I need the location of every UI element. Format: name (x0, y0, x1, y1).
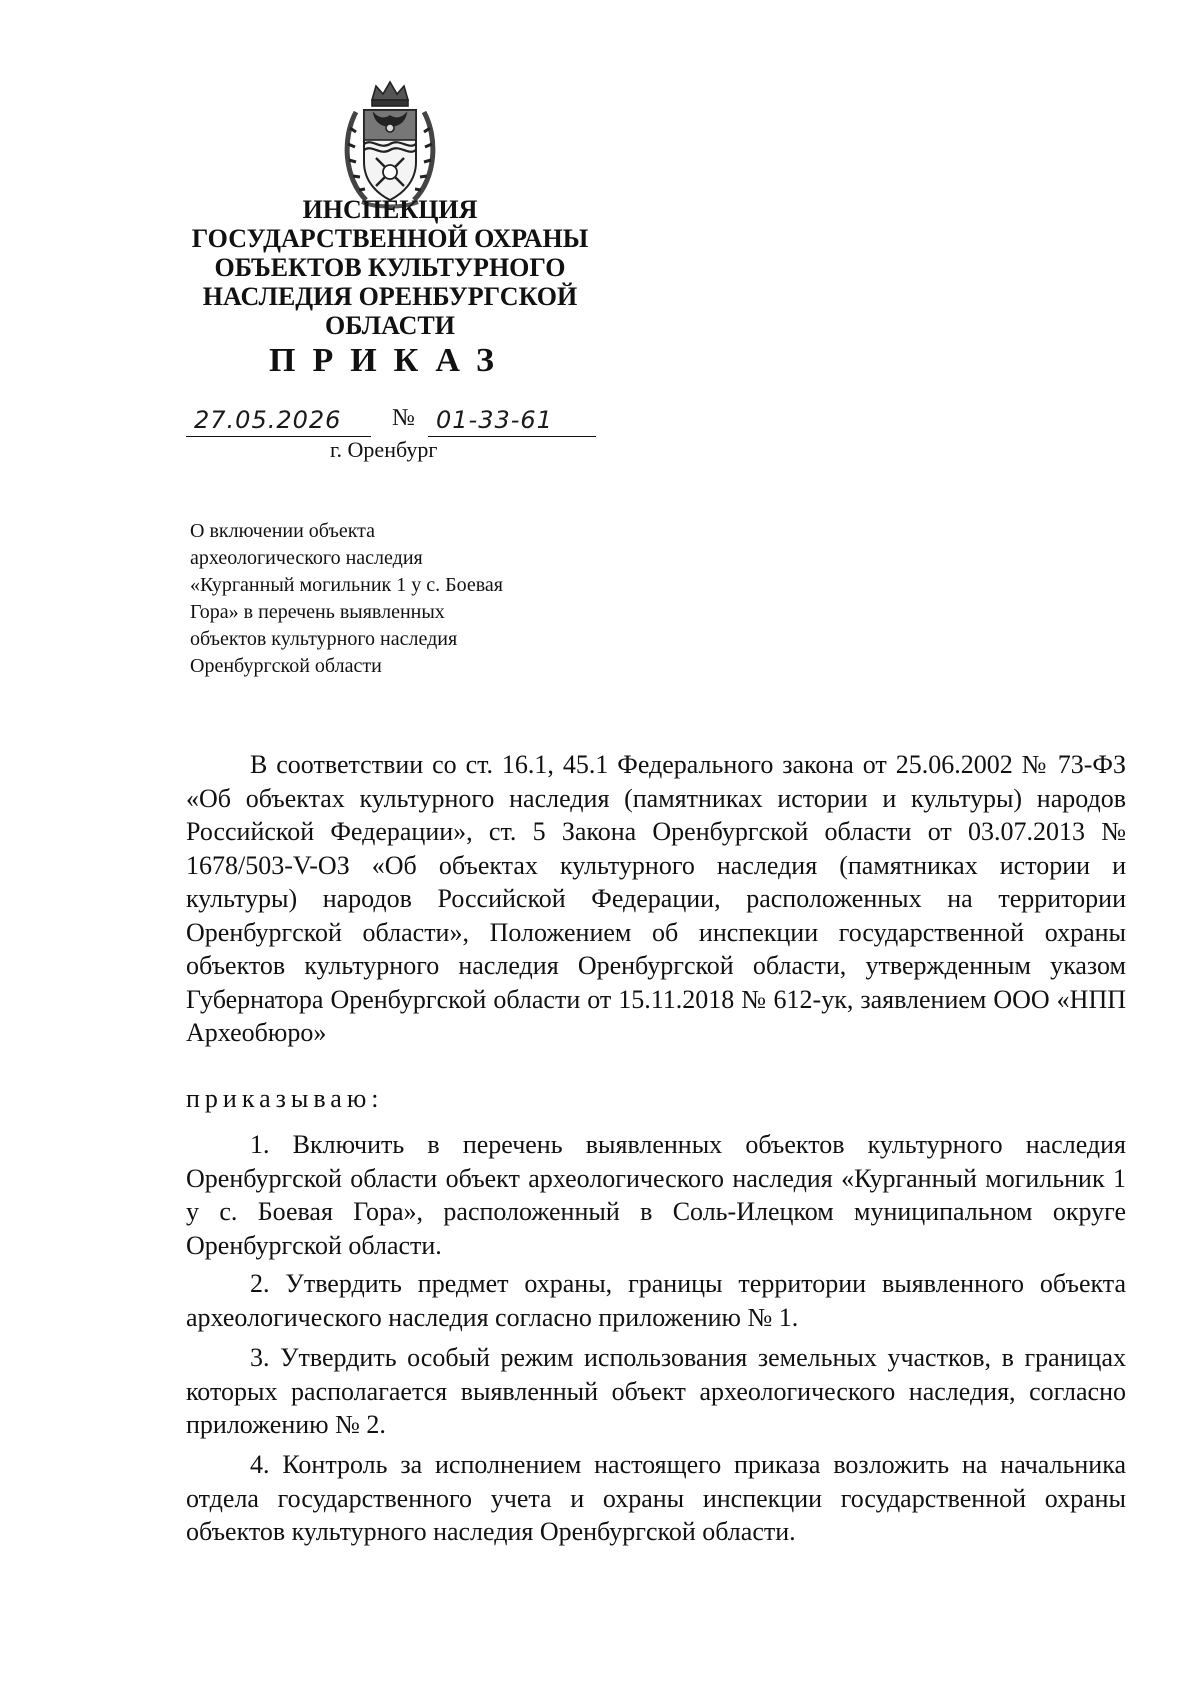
subject-line: объектов культурного наследия (190, 628, 458, 650)
subject-line: Оренбургской области (190, 655, 382, 677)
handwritten-date: 27.05.2026 (194, 406, 342, 434)
org-line: ИНСПЕКЦИЯ (302, 195, 478, 224)
order-subject (190, 518, 610, 680)
subject-line: Гора» в перечень выявленных (190, 601, 445, 623)
org-line: ОБЪЕКТОВ КУЛЬТУРНОГО (214, 253, 566, 282)
order-item-2: 2. Утвердить предмет охраны, границы территории выявленного объекта археологического наследия согласно приложению № 1. (186, 1269, 1126, 1332)
subject-line: О включении объекта (190, 520, 376, 542)
order-item-3: 3. Утвердить особый режим использования земельных участков, в границах которых располагается выявленный объект археологического наследия, согласно приложению № 2. (186, 1343, 1126, 1439)
org-line: ОБЛАСТИ (325, 311, 455, 340)
org-line: НАСЛЕДИЯ ОРЕНБУРГСКОЙ (202, 282, 578, 311)
number-sign: № (392, 405, 415, 431)
number-field (428, 398, 596, 437)
order-item-4: 4. Контроль за исполнением настоящего приказа возложить на начальника отдела государственного учета и охраны инспекции государственной охраны объектов культурного наследия Оренбургской области. (186, 1450, 1126, 1546)
city-label: г. Оренбург (330, 437, 438, 462)
date-field (186, 398, 371, 437)
preamble-paragraph: В соответствии со ст. 16.1, 45.1 Федерального закона от 25.06.2002 № 73-ФЗ «Об объектах культурного наследия (памятниках истории и культуры) народов Российской Федерации», ст. 5 Закона Оренбургской области от 03.07.2013 № 1678/503-V-ОЗ «Об объектах культурного наследия (памятниках истории и культуры) народов Российской Федерации, расположенных на территории Оренбургской области», Положением об инспекции государственной охраны объектов культурного наследия Оренбургской области, утвержденным указом Губернатора Оренбургской области от 15.11.2018 № 612-ук, заявлением ООО «НПП Археобюро» (186, 750, 1126, 1047)
order-word: приказываю: (186, 1084, 384, 1113)
organization-name (170, 195, 610, 340)
coat-of-arms-emblem (336, 78, 444, 212)
subject-line: археологического наследия (190, 547, 423, 569)
org-line: ГОСУДАРСТВЕННОЙ ОХРАНЫ (191, 224, 589, 253)
document-title: ПРИКАЗ (269, 342, 511, 379)
handwritten-number: 01-33-61 (436, 406, 553, 434)
order-item-1: 1. Включить в перечень выявленных объектов культурного наследия Оренбургской области объект археологического наследия «Курганный могильник 1 у с. Боевая Гора», расположенный в Соль-Илецком муниципальном округе Оренбургской области. (186, 1130, 1126, 1260)
subject-line: «Курганный могильник 1 у с. Боевая (190, 574, 503, 596)
